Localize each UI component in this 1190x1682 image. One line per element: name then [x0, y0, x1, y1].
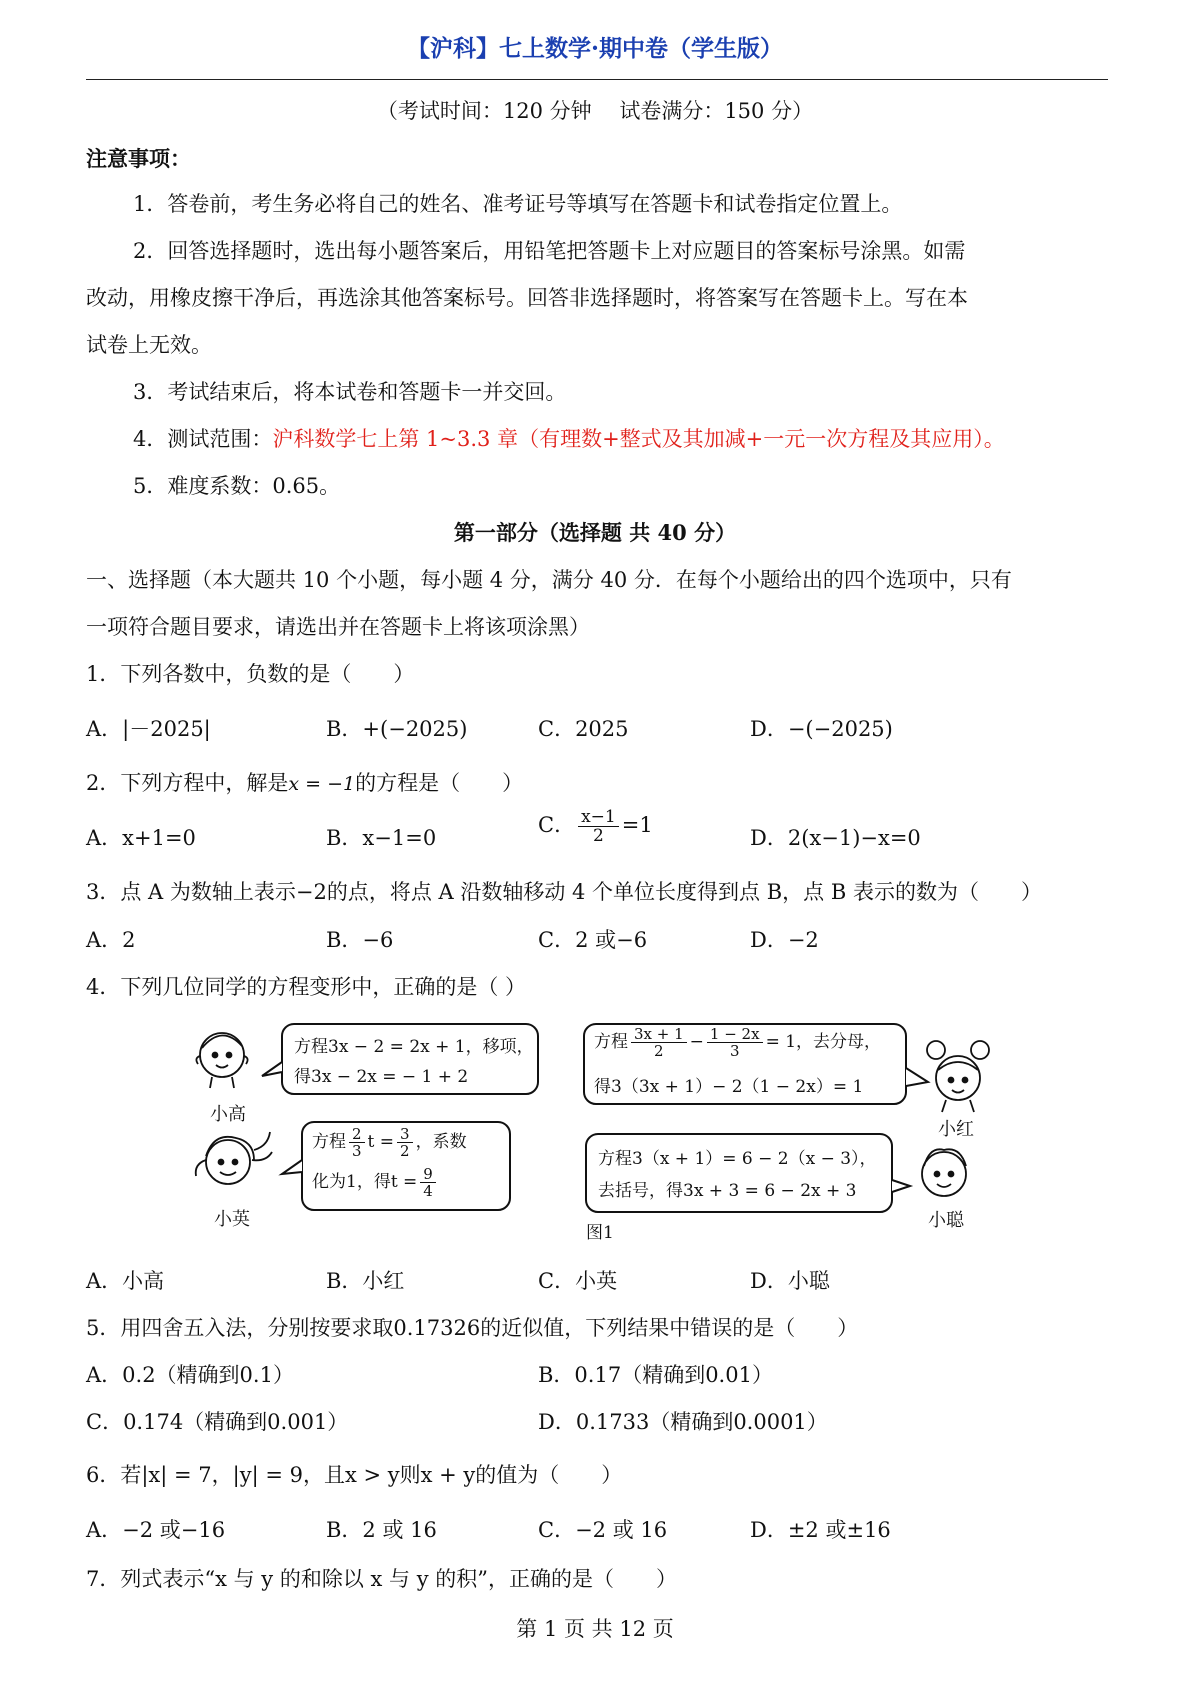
test-scope: 沪科数学七上第 1~3.3 章（有理数+整式及其加减+一元一次方程及其应用）。 [272, 427, 1005, 451]
cong-name: 小聪 [928, 1210, 964, 1231]
note-item-2-cont2: 试卷上无效。 [86, 333, 212, 357]
gao-bubble-tail [262, 1062, 282, 1076]
ying-fa-denominator: 3 [352, 1142, 362, 1160]
q3-stem: 3．点 A 为数轴上表示−2的点，将点 A 沿数轴移动 4 个单位长度得到点 B，点 B 表示的数为（ ） [86, 880, 1042, 904]
ying-line-1 [312, 1126, 467, 1159]
ying-name: 小英 [214, 1209, 250, 1230]
note-item-2-cont: 改动，用橡皮擦干净后，再选涂其他答案标号。回答非选择题时，将答案写在答题卡上。写在本 [86, 286, 968, 310]
cong-line-1: 方程3（x + 1）= 6 − 2（x − 3）， [598, 1149, 877, 1169]
q5-option-c: C．0.174（精确到0.001） [86, 1410, 349, 1434]
q1-option-d: D．−(−2025) [750, 717, 893, 741]
q4-option-a: A．小高 [86, 1269, 165, 1293]
q2-stem-math: x = −1 [288, 773, 356, 795]
q2-option-c [538, 808, 653, 845]
gao-line-1: 方程3x − 2 = 2x + 1，移项， [294, 1037, 534, 1057]
gao-cartoon-icon [196, 1033, 247, 1088]
q6-option-c: C．−2 或 16 [538, 1518, 668, 1542]
gao-name: 小高 [210, 1104, 246, 1125]
hong-line-2: 得3（3x + 1）− 2（1 − 2x）= 1 [594, 1077, 864, 1097]
ying-line-1a: 方程 [312, 1132, 346, 1152]
q7-stem: 7．列式表示“x 与 y 的和除以 x 与 y 的积”，正确的是（ ） [86, 1567, 677, 1591]
q5-stem: 5．用四舍五入法，分别按要求取0.17326的近似值，下列结果中错误的是（ ） [86, 1316, 859, 1340]
q2-option-c-label: C． [538, 813, 576, 837]
hong-f2-numerator: 1 − 2x [707, 1026, 763, 1043]
q5-option-d: D．0.1733（精确到0.0001） [538, 1410, 828, 1434]
page-footer: 第 1 页 共 12 页 [516, 1617, 674, 1641]
part1-heading: 第一部分（选择题 共 40 分） [453, 520, 737, 545]
hong-line-1a: 方程 [594, 1032, 628, 1052]
ying-fc-numerator: 9 [420, 1166, 436, 1183]
hong-line-1b: = 1，去分母， [765, 1032, 882, 1052]
hong-minus: − [689, 1032, 704, 1052]
ying-mid: t = [367, 1132, 395, 1152]
q2-c-denominator: 2 [592, 826, 604, 846]
q6-stem: 6．若|x| = 7，|y| = 9，且x > y则x + y的值为（ ） [86, 1463, 623, 1487]
q3-option-d: D．−2 [750, 928, 819, 952]
ying-line-1b: ，系数 [415, 1132, 467, 1152]
q4-figure [184, 1010, 1014, 1243]
note-item-4-prefix: 4．测试范围： [133, 427, 273, 451]
q4-option-d: D．小聪 [750, 1269, 830, 1293]
note-item-2: 2．回答选择题时，选出每小题答案后，用铅笔把答题卡上对应题目的答案标号涂黑。如需 [133, 239, 966, 263]
ying-bubble-tail [282, 1160, 302, 1174]
q2-option-d: D．2(x−1)−x=0 [750, 826, 921, 850]
q4-option-c: C．小英 [538, 1269, 618, 1293]
hong-bubble-tail [906, 1068, 928, 1086]
q1-option-c: C．2025 [538, 717, 629, 741]
cong-bubble-tail [892, 1180, 910, 1192]
exam-info: （考试时间：120 分钟 试卷满分：150 分） [376, 99, 814, 123]
part1-intro-cont: 一项符合题目要求，请选出并在答题卡上将该项涂黑） [86, 615, 590, 639]
q5-option-a: A．0.2（精确到0.1） [86, 1363, 294, 1387]
q2-stem-a: 2．下列方程中，解是 [86, 771, 289, 795]
ying-cartoon-icon [196, 1132, 272, 1184]
note-item-1: 1．答卷前，考生务必将自己的姓名、准考证号等填写在答题卡和试卷指定位置上。 [133, 192, 903, 216]
q6-option-b: B．2 或 16 [326, 1518, 437, 1542]
q2-option-c-fraction [578, 808, 619, 845]
hong-f1-denominator: 2 [654, 1042, 664, 1060]
q5-option-b: B．0.17（精确到0.01） [538, 1363, 773, 1387]
part1-intro: 一、选择题（本大题共 10 个小题，每小题 4 分，满分 40 分．在每个小题给出的四个选项中，只有 [86, 568, 1012, 592]
q2-stem [86, 767, 523, 797]
q3-option-c: C．2 或−6 [538, 928, 648, 952]
hong-fraction-1 [631, 1026, 687, 1059]
figure-caption: 图1 [586, 1223, 614, 1243]
hong-fraction-2 [707, 1026, 763, 1059]
cong-cartoon-icon [922, 1149, 966, 1196]
q2-c-numerator: x−1 [578, 808, 619, 827]
note-item-5: 5．难度系数：0.65。 [133, 474, 341, 498]
q1-option-a: A．|－2025| [86, 717, 211, 741]
q6-option-d: D．±2 或±16 [750, 1518, 891, 1542]
ying-fb-numerator: 3 [397, 1126, 413, 1143]
hong-cartoon-icon [927, 1041, 989, 1112]
page-title: 【沪科】七上数学·期中卷（学生版） [406, 35, 783, 62]
q4-stem: 4．下列几位同学的方程变形中，正确的是（ ） [86, 975, 527, 999]
q1-option-b: B．+(−2025) [326, 717, 468, 741]
q3-option-a: A．2 [86, 928, 136, 952]
hong-f2-denominator: 3 [729, 1042, 740, 1060]
note-item-4 [133, 423, 1005, 453]
ying-fraction-c [420, 1166, 436, 1199]
ying-fb-denominator: 2 [400, 1142, 410, 1160]
ying-fc-denominator: 4 [423, 1182, 433, 1200]
q2-option-b: B．x−1=0 [326, 826, 437, 850]
hong-f1-numerator: 3x + 1 [631, 1026, 687, 1043]
ying-fraction-b [397, 1126, 413, 1159]
ying-fraction-a [349, 1126, 365, 1159]
ying-line-2 [312, 1166, 439, 1199]
q6-option-a: A．−2 或−16 [86, 1518, 226, 1542]
note-item-3: 3．考试结束后，将本试卷和答题卡一并交回。 [133, 380, 567, 404]
notes-heading: 注意事项： [86, 146, 191, 171]
q2-c-rest: =1 [621, 813, 653, 837]
q4-option-b: B．小红 [326, 1269, 405, 1293]
ying-fa-numerator: 2 [349, 1126, 365, 1143]
hong-name: 小红 [938, 1119, 974, 1140]
q3-option-b: B．−6 [326, 928, 394, 952]
header-divider [86, 79, 1108, 80]
ying-line-2a: 化为1，得t = [312, 1172, 418, 1192]
q1-stem: 1．下列各数中，负数的是（ ） [86, 662, 415, 686]
hong-line-1 [594, 1026, 881, 1059]
q2-stem-b: 的方程是（ ） [355, 771, 524, 795]
gao-line-2: 得3x − 2x = − 1 + 2 [294, 1067, 469, 1087]
cong-line-2: 去括号，得3x + 3 = 6 − 2x + 3 [598, 1181, 857, 1201]
q2-option-a: A．x+1=0 [86, 826, 196, 850]
